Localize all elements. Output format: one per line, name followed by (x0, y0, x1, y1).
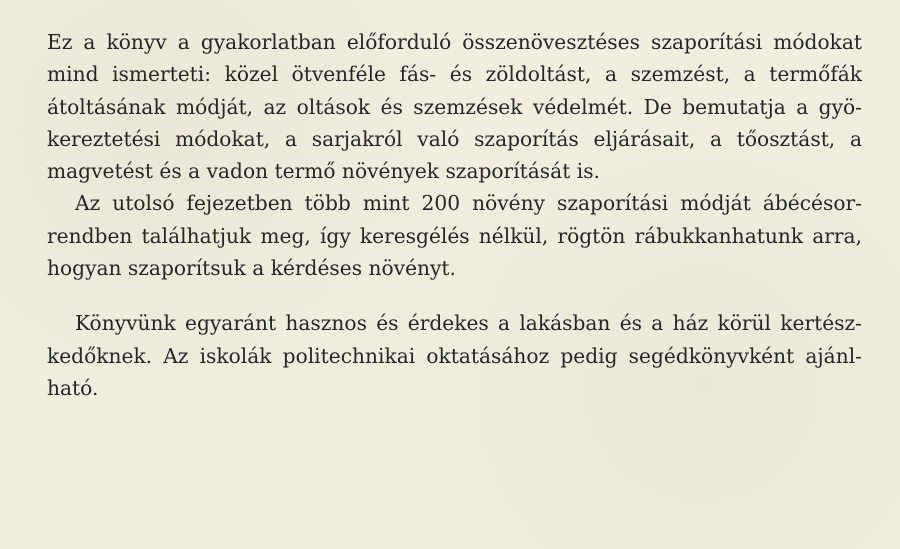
paragraph-last-chapter (47, 187, 862, 284)
text-line: Az utolsó fejezetben több mint 200 növény szaporítási módját ábécésor- (75, 191, 862, 216)
text-line: átoltásának módját, az oltások és szemzések védelmét. De bemutatja a gyö- (47, 94, 862, 119)
paragraph-spacer (47, 284, 862, 307)
text-line: Könyvünk egyaránt hasznos és érdekes a lakásban és a ház körül kertész- (75, 311, 862, 336)
text-line: hogyan szaporítsuk a kérdéses növényt. (47, 256, 456, 281)
paragraph-intro (47, 26, 862, 187)
text-line: ható. (47, 375, 99, 400)
text-line: rendben találhatjuk meg, így keresgélés nélkül, rögtön rábukkanhatunk arra, (47, 223, 862, 248)
paragraph-audience (47, 307, 862, 404)
text-line: magvetést és a vadon termő növények szaporítását is. (47, 159, 600, 184)
text-line: kedőknek. Az iskolák politechnikai oktatásához pedig segédkönyvként ajánl- (47, 343, 862, 368)
text-line: mind ismerteti: közel ötvenféle fás- és zöldoltást, a szemzést, a termőfák (47, 62, 862, 87)
text-line: kereztetési módokat, a sarjakról való szaporítás eljárásait, a tőosztást, a (47, 126, 862, 151)
text-line: Ez a könyv a gyakorlatban előforduló összenövesztéses szaporítási módokat (47, 30, 862, 54)
